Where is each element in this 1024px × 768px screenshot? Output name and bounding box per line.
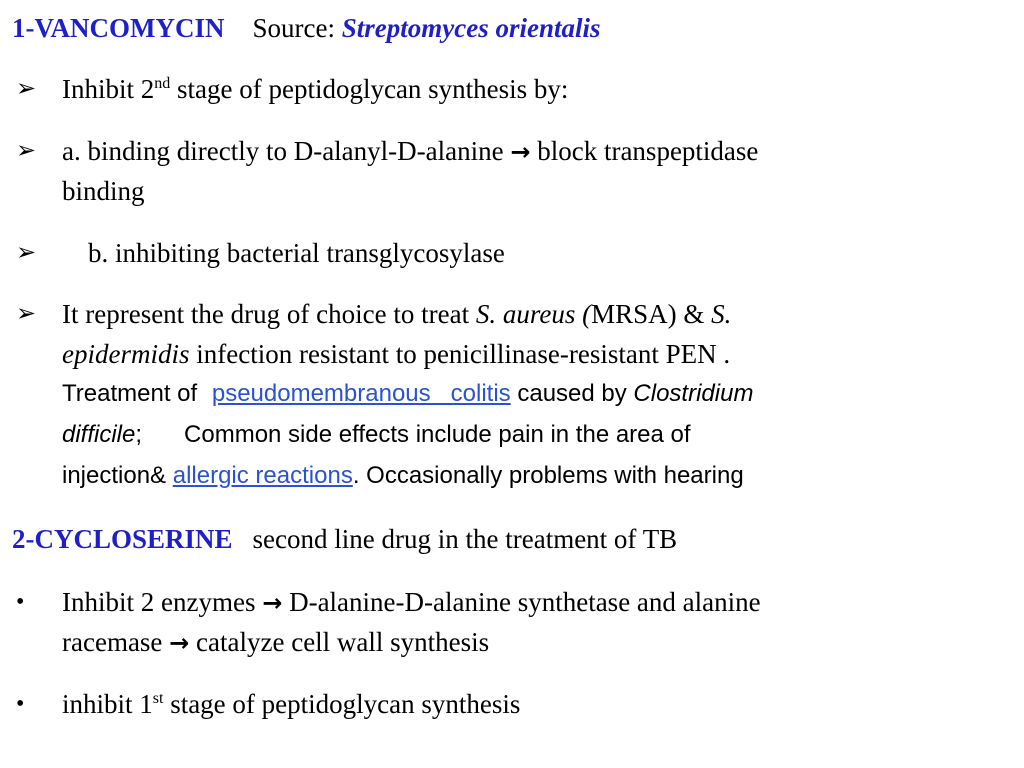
b4-l5-b: . Occasionally problems with hearing: [352, 462, 744, 489]
allergic-reactions-link[interactable]: allergic reactions: [172, 462, 353, 489]
cycloserine-bullet-1-line-1: [62, 587, 761, 618]
vancomycin-bullet-2-line-1: [62, 136, 758, 167]
arrow-bullet-icon: ➢: [16, 138, 37, 164]
arrow-bullet-icon: ➢: [16, 76, 37, 102]
dot-bullet-icon: •: [16, 589, 25, 615]
b4-l5-a: injection&: [62, 462, 173, 489]
vancomycin-bullet-4-line-4: [62, 420, 691, 450]
vancomycin-bullet-3: b. inhibiting bacterial transglycosylase: [88, 238, 505, 268]
c2-text-a: inhibit 1: [62, 689, 153, 719]
arrow-bullet-icon: ➢: [16, 301, 37, 327]
c1-text-b: D-alanine-D-alanine synthetase and alanine: [282, 587, 761, 617]
vancomycin-bullet-4-line-5: [62, 461, 744, 491]
right-arrow-icon: →: [262, 589, 283, 617]
vancomycin-bullet-4-line-2: [62, 339, 730, 369]
vancomycin-bullet-1: [62, 74, 568, 104]
s-abbrev: S.: [711, 299, 732, 329]
cycloserine-title: 2-CYCLOSERINE: [12, 524, 233, 554]
clostridium: Clostridium: [633, 380, 754, 407]
b1-sup: nd: [154, 75, 171, 92]
b4-l3-a: Treatment of: [62, 380, 204, 407]
c2-sup: st: [152, 690, 164, 707]
vancomycin-title: 1-VANCOMYCIN: [12, 13, 225, 43]
b4-l2-b: infection resistant to penicillinase-resistant PEN .: [189, 339, 731, 369]
source-name: Streptomyces orientalis: [341, 13, 601, 43]
c2-text-b: stage of peptidoglycan synthesis: [163, 689, 521, 719]
b1-text-b: stage of peptidoglycan synthesis by:: [170, 74, 569, 104]
source-label: Source:: [252, 13, 342, 43]
c1-l2-a: racemase: [62, 627, 170, 657]
vancomycin-bullet-4-line-3: [62, 379, 753, 409]
cycloserine-heading: [12, 524, 677, 554]
cycloserine-subtitle: second line drug in the treatment of TB: [252, 524, 678, 554]
difficile: difficile: [62, 421, 136, 448]
b1-text-a: Inhibit 2: [62, 74, 155, 104]
epidermidis: epidermidis: [62, 339, 190, 369]
dot-bullet-icon: •: [16, 691, 25, 717]
b2-text-a: a. binding directly to D-alanyl-D-alanine: [62, 136, 511, 166]
pseudomembranous-colitis-link[interactable]: pseudomembranous colitis: [211, 380, 511, 407]
b4-l1-c: MRSA) &: [591, 299, 712, 329]
right-arrow-icon: →: [169, 629, 190, 657]
b4-l3-b: caused by: [510, 380, 634, 407]
vancomycin-heading: [12, 13, 600, 43]
arrow-bullet-icon: ➢: [16, 240, 37, 266]
b4-l1-a: It represent the drug of choice to treat: [62, 299, 476, 329]
side-effects-text: Common side effects include pain in the area of: [184, 421, 691, 448]
b2-text-b: block transpeptidase: [530, 136, 759, 166]
c1-text-a: Inhibit 2 enzymes: [62, 587, 263, 617]
vancomycin-bullet-4-line-1: [62, 299, 731, 329]
cycloserine-bullet-2: [62, 689, 520, 719]
s-aureus: S. aureus (: [475, 299, 592, 329]
semicolon: ;: [135, 421, 143, 448]
cycloserine-bullet-1-line-2: [62, 627, 489, 658]
c1-l2-b: catalyze cell wall synthesis: [189, 627, 490, 657]
right-arrow-icon: →: [510, 138, 531, 166]
vancomycin-bullet-2-line-2: binding: [62, 176, 145, 206]
